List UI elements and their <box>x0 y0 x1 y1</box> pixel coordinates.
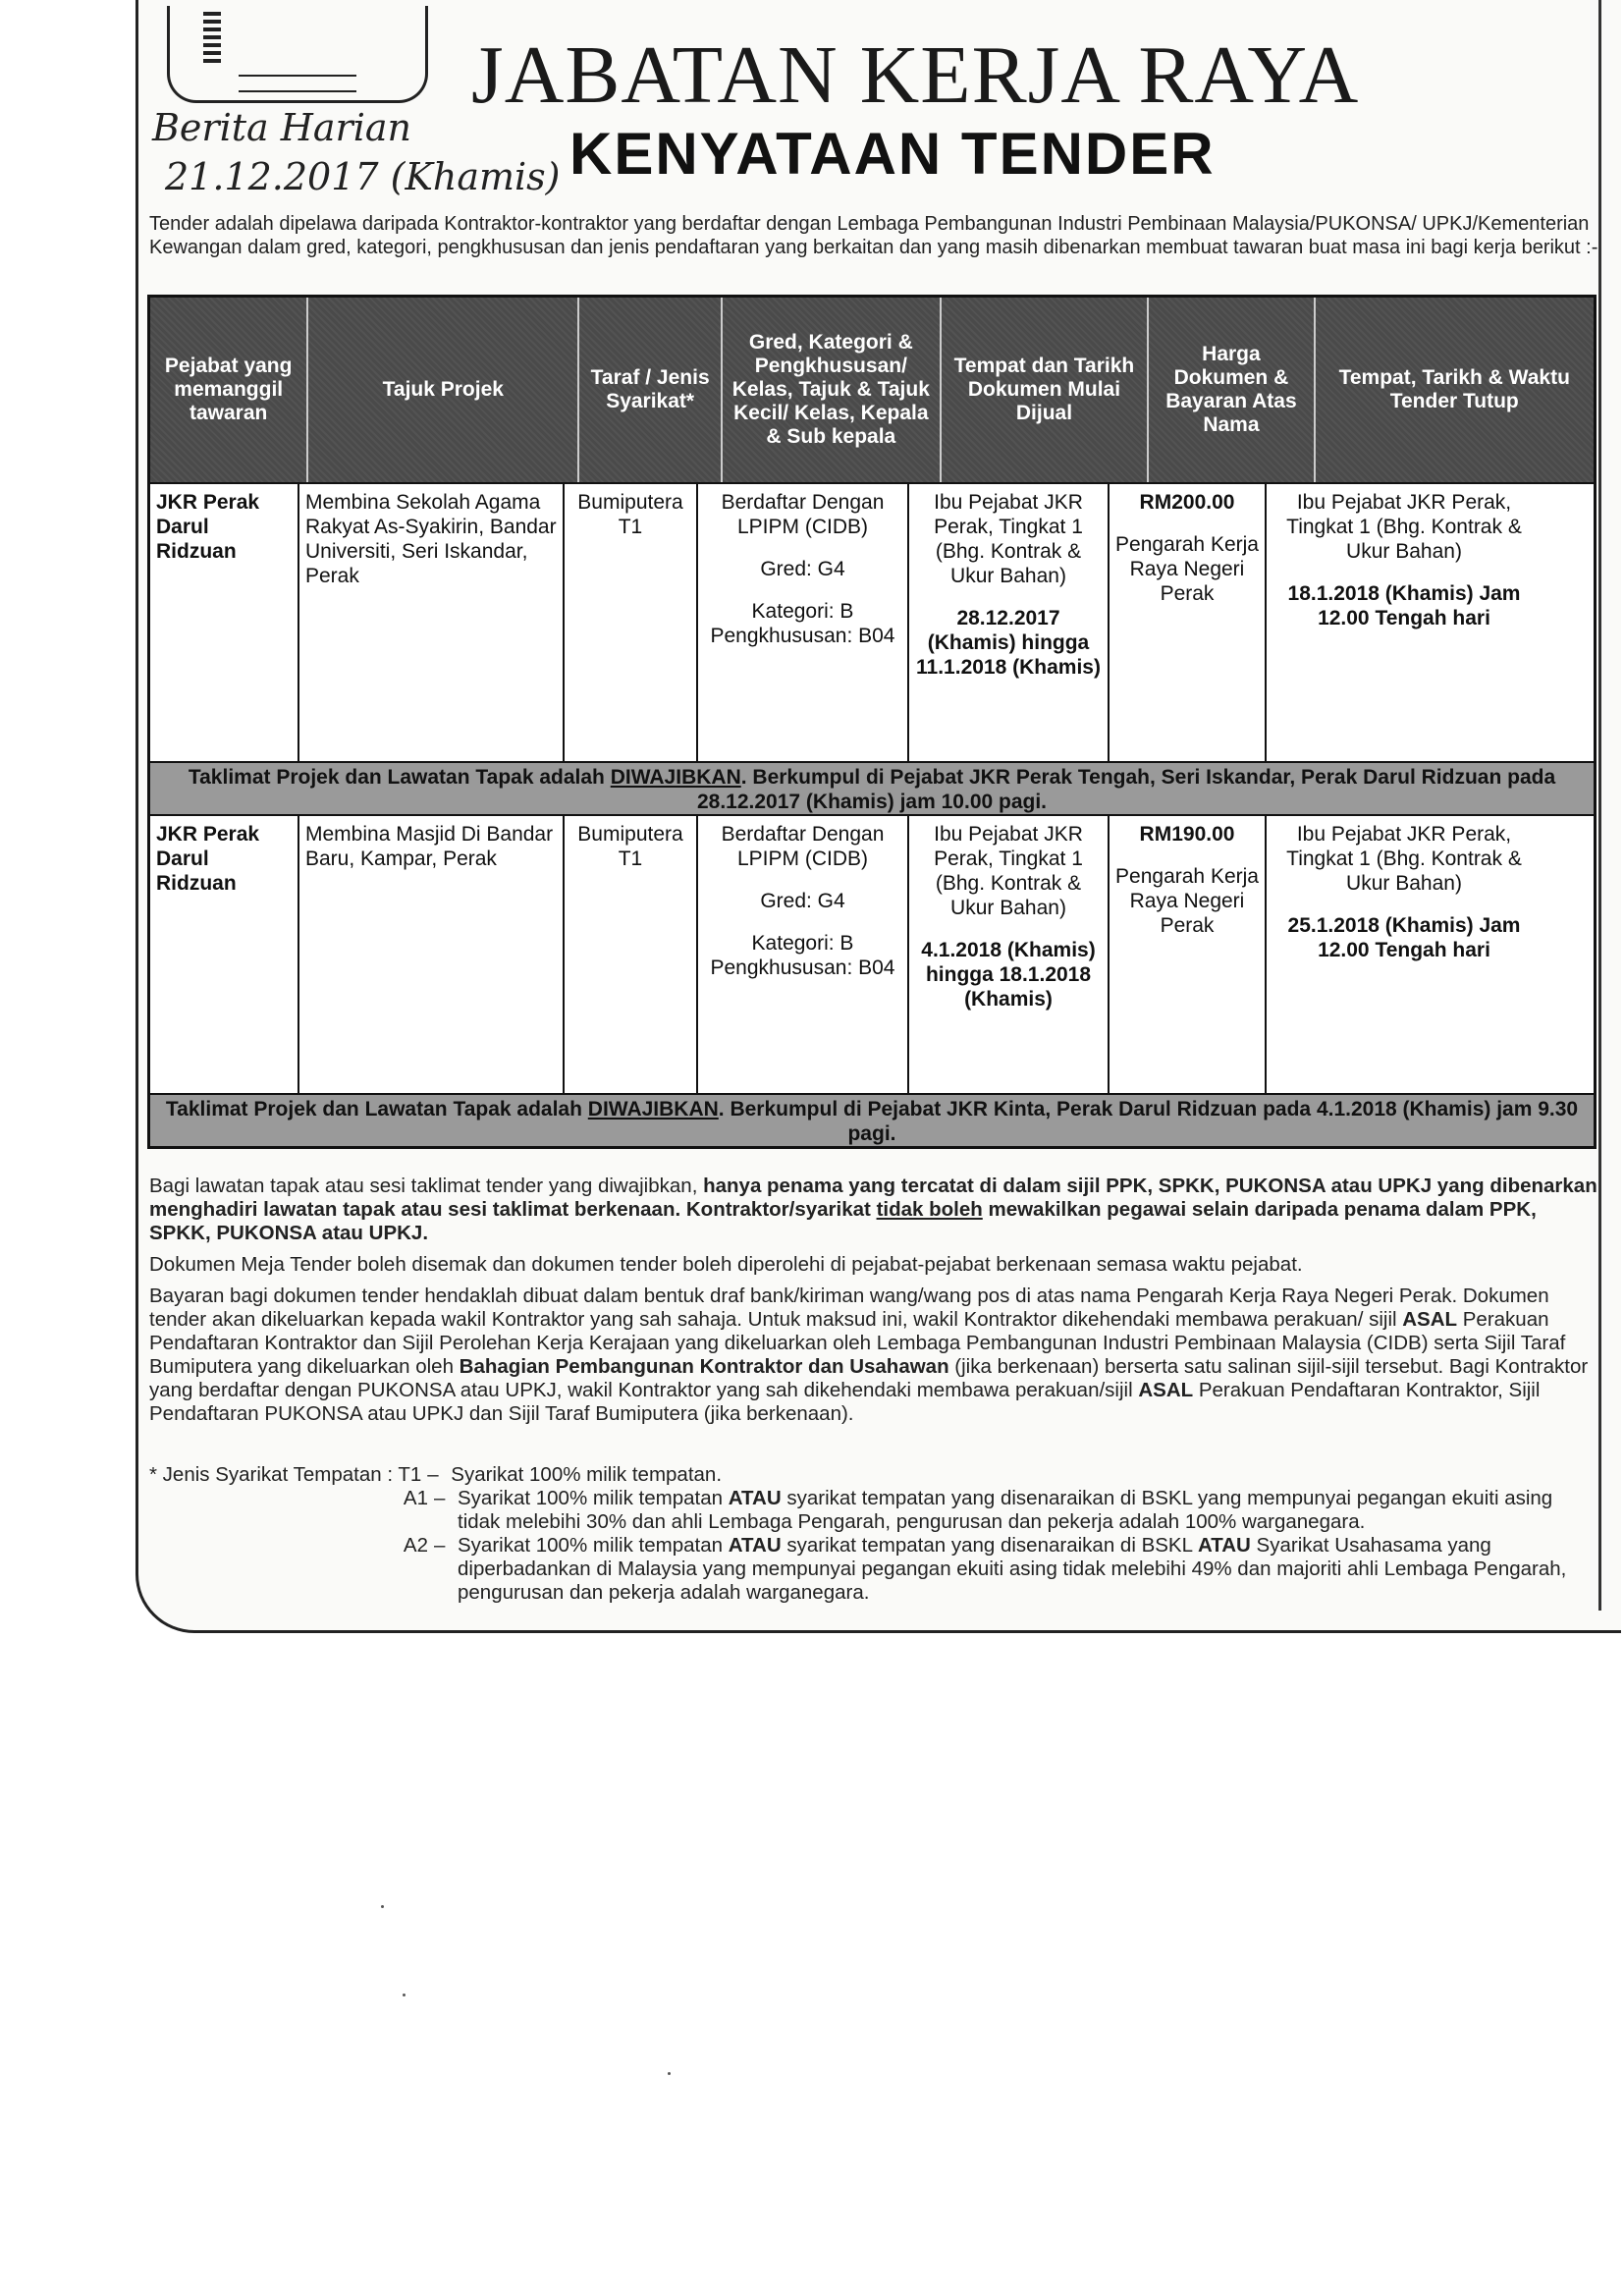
cell-price-amount: RM200.00 <box>1139 491 1235 514</box>
col-header-project: Tajuk Projek <box>308 298 579 482</box>
footnote-row <box>149 1534 1600 1605</box>
cell-payee: Pengarah Kerja Raya Negeri Perak <box>1115 865 1259 937</box>
text: syarikat tempatan yang disenaraikan di BSKL <box>781 1534 1198 1557</box>
text-bold: ATAU <box>728 1487 782 1509</box>
cell-project: Membina Masjid Di Bandar Baru, Kampar, Perak <box>299 816 565 1093</box>
cell-project: Membina Sekolah Agama Rakyat As-Syakirin, Bandar Universiti, Seri Iskandar, Perak <box>299 484 565 761</box>
text-bold: ATAU <box>728 1534 782 1557</box>
cell-price <box>1110 484 1267 761</box>
col-header-status: Taraf / Jenis Syarikat* <box>579 298 723 482</box>
cell-payee: Pengarah Kerja Raya Negeri Perak <box>1115 533 1259 605</box>
conditions <box>149 1175 1600 1434</box>
footnote-label: * Jenis Syarikat Tempatan : T1 <box>149 1463 422 1486</box>
cell-status: Bumiputera T1 <box>565 484 698 761</box>
text: Syarikat 100% milik tempatan <box>458 1534 729 1557</box>
cell-close-when: 18.1.2018 (Khamis) Jam 12.00 Tengah hari <box>1287 582 1521 629</box>
cell-status: Bumiputera T1 <box>565 816 698 1093</box>
cell-grade <box>698 816 909 1093</box>
footnote-a2 <box>458 1534 1600 1605</box>
cell-close <box>1267 816 1542 1093</box>
note-text: Taklimat Projek dan Lawatan Tapak adalah <box>188 766 611 789</box>
text-bold: ASAL <box>1402 1308 1458 1331</box>
briefing-note <box>150 1093 1594 1146</box>
note-text: . Berkumpul di Pejabat JKR Perak Tengah, Seri Iskandar, Perak Darul Ridzuan pada 28.12.2017 (Khamis) jam 10.00 pagi. <box>696 766 1556 813</box>
logo-waves-icon <box>239 75 356 92</box>
cell-sale-dates: 4.1.2018 (Khamis) hingga 18.1.2018 (Khamis) <box>921 939 1096 1011</box>
text-bold: ATAU <box>1197 1534 1251 1557</box>
cell-grade <box>698 484 909 761</box>
condition-paragraph <box>149 1285 1600 1426</box>
col-header-office: Pejabat yang memanggil tawaran <box>150 298 308 482</box>
text: syarikat tempatan yang disenaraikan di BSKL yang mempunyai pegangan ekuiti asing tidak melebihi 30% dan ahli Lembaga Pengarah, pengurusan dan pekerja adalah 100% warganegara. <box>458 1487 1553 1533</box>
note-text: Taklimat Projek dan Lawatan Tapak adalah <box>165 1098 588 1121</box>
text-bold: hanya penama yang tercatat di dalam sijil PPK, SPKK, PUKONSA atau UPKJ yang dibenarkan menghadiri lawatan tapak atau sesi taklimat berkenaan. Kontraktor/syarikat <box>149 1175 1597 1221</box>
col-header-sale: Tempat dan Tarikh Dokumen Mulai Dijual <box>942 298 1150 482</box>
handwritten-date: 21.12.2017 (Khamis) <box>165 155 561 198</box>
cell-reg: Berdaftar Dengan LPIPM (CIDB) <box>721 823 885 870</box>
briefing-note <box>150 761 1594 814</box>
footnote-dash: – <box>434 1487 446 1509</box>
footnote-label: A2 <box>403 1534 428 1557</box>
condition-paragraph: Dokumen Meja Tender boleh disemak dan dokumen tender boleh diperolehi di pejabat-pejabat berkenaan semasa waktu pejabat. <box>149 1253 1303 1276</box>
text: Bagi lawatan tapak atau sesi taklimat tender yang diwajibkan, <box>149 1175 704 1197</box>
text: (jika berkenaan) berserta satu salinan sijil-sijil tersebut. Bagi Kontraktor yang berdaftar dengan PUKONSA atau UPKJ, wakil Kontraktor yang sah dikehendaki membawa perakuan/sijil <box>149 1355 1589 1401</box>
table-row <box>150 814 1594 1093</box>
cell-sale-place: Ibu Pejabat JKR Perak, Tingkat 1 (Bhg. Kontrak & Ukur Bahan) <box>934 491 1083 587</box>
text: Syarikat 100% milik tempatan <box>458 1487 729 1509</box>
cell-category: Kategori: B Pengkhususan: B04 <box>710 600 895 647</box>
text-bold: ASAL <box>1138 1379 1194 1401</box>
cell-gred: Gred: G4 <box>760 890 845 912</box>
table-row <box>150 482 1594 761</box>
condition-paragraph <box>149 1175 1600 1245</box>
col-header-close: Tempat, Tarikh & Waktu Tender Tutup <box>1338 366 1570 412</box>
col-header-grade: Gred, Kategori & Pengkhususan/ Kelas, Tajuk & Tajuk Kecil/ Kelas, Kepala & Sub kepala <box>723 298 941 482</box>
footnote-dash: – <box>427 1463 439 1486</box>
cell-reg: Berdaftar Dengan LPIPM (CIDB) <box>721 491 885 538</box>
footnote-row <box>149 1463 1600 1487</box>
speck <box>381 1905 384 1908</box>
cell-sale-place: Ibu Pejabat JKR Perak, Tingkat 1 (Bhg. Kontrak & Ukur Bahan) <box>934 823 1083 919</box>
footnote-row <box>149 1487 1600 1534</box>
footnote-a1 <box>458 1487 1600 1534</box>
note-emphasis: DIWAJIBKAN <box>587 1098 719 1121</box>
masthead: JABATAN KERJA RAYA <box>471 29 1360 121</box>
cell-sale-dates: 28.12.2017 (Khamis) hingga 11.1.2018 (Khamis) <box>916 607 1101 679</box>
cell-price <box>1110 816 1267 1093</box>
handwritten-source: Berita Harian <box>152 106 411 149</box>
speck <box>403 1994 406 1996</box>
cell-office: JKR Perak Darul Ridzuan <box>150 816 299 1093</box>
cell-close-place: Ibu Pejabat JKR Perak, Tingkat 1 (Bhg. Kontrak & Ukur Bahan) <box>1286 491 1522 563</box>
text-bold: Bahagian Pembangunan Kontraktor dan Usahawan <box>459 1355 949 1378</box>
col-header-price: Harga Dokumen & Bayaran Atas Nama <box>1149 298 1315 482</box>
speck <box>668 2072 671 2075</box>
footnote-dash: – <box>434 1534 446 1557</box>
text-underline: tidak boleh <box>876 1198 983 1221</box>
footnote <box>149 1463 1600 1605</box>
footnote-label: A1 <box>403 1487 428 1509</box>
cell-close-place: Ibu Pejabat JKR Perak, Tingkat 1 (Bhg. Kontrak & Ukur Bahan) <box>1286 823 1522 895</box>
tender-table <box>147 295 1597 1149</box>
text: Syarikat Usahasama yang diperbadankan di Malaysia yang mempunyai pegangan ekuiti asing tidak melebihi 49% dan majoriti ahli Lembaga Pengarah, pengurusan dan pekerja adalah warganegara. <box>458 1534 1567 1604</box>
cell-price-amount: RM190.00 <box>1139 823 1235 846</box>
cell-sale <box>909 484 1110 761</box>
text-bold: mewakilkan pegawai selain daripada penama dalam PPK, SPKK, PUKONSA atau UPKJ. <box>149 1198 1537 1244</box>
text: Perakuan Pendaftaran Kontraktor, Sijil Pendaftaran PUKONSA atau UPKJ dan Sijil Taraf Bumiputera (jika berkenaan). <box>149 1379 1541 1425</box>
cell-office: JKR Perak Darul Ridzuan <box>150 484 299 761</box>
cell-close-when: 25.1.2018 (Khamis) Jam 12.00 Tengah hari <box>1287 914 1521 961</box>
cell-close <box>1267 484 1542 761</box>
table-header <box>150 298 1594 482</box>
logo-bars-icon <box>203 12 221 67</box>
cell-gred: Gred: G4 <box>760 558 845 580</box>
page-title: KENYATAAN TENDER <box>569 121 1216 187</box>
note-text: . Berkumpul di Pejabat JKR Kinta, Perak Darul Ridzuan pada 4.1.2018 (Khamis) jam 9.30 pagi. <box>718 1098 1579 1145</box>
text: Bayaran bagi dokumen tender hendaklah dibuat dalam bentuk draf bank/kiriman wang/wang pos di atas nama Pengarah Kerja Raya Negeri Perak. Dokumen tender akan dikeluarkan kepada wakil Kontraktor yang sah sahaja. Untuk maksud ini, wakil Kontraktor dikehendaki membawa perakuan/ sijil <box>149 1285 1549 1331</box>
intro-paragraph: Tender adalah dipelawa daripada Kontraktor-kontraktor yang berdaftar dengan Lembaga Pembangunan Industri Pembinaan Malaysia/PUKONSA/ UPKJ/Kementerian Kewangan dalam gred, kategori, pengkhususan dan jenis pendaftaran yang berkaitan dan yang masih dibenarkan membuat tawaran buat masa ini bagi kerja berikut :- <box>149 213 1598 258</box>
cell-category: Kategori: B Pengkhususan: B04 <box>710 932 895 979</box>
note-emphasis: DIWAJIBKAN <box>610 766 741 789</box>
footnote-t1: Syarikat 100% milik tempatan. <box>451 1463 723 1486</box>
text: Perakuan Pendaftaran Kontraktor dan Sijil Perolehan Kerja Kerajaan yang dikeluarkan oleh Lembaga Pembangunan Industri Pembinaan Malaysia (CIDB) serta Sijil Taraf Bumiputera yang dikeluarkan oleh <box>149 1308 1566 1378</box>
jkr-logo <box>167 6 428 103</box>
cell-sale <box>909 816 1110 1093</box>
